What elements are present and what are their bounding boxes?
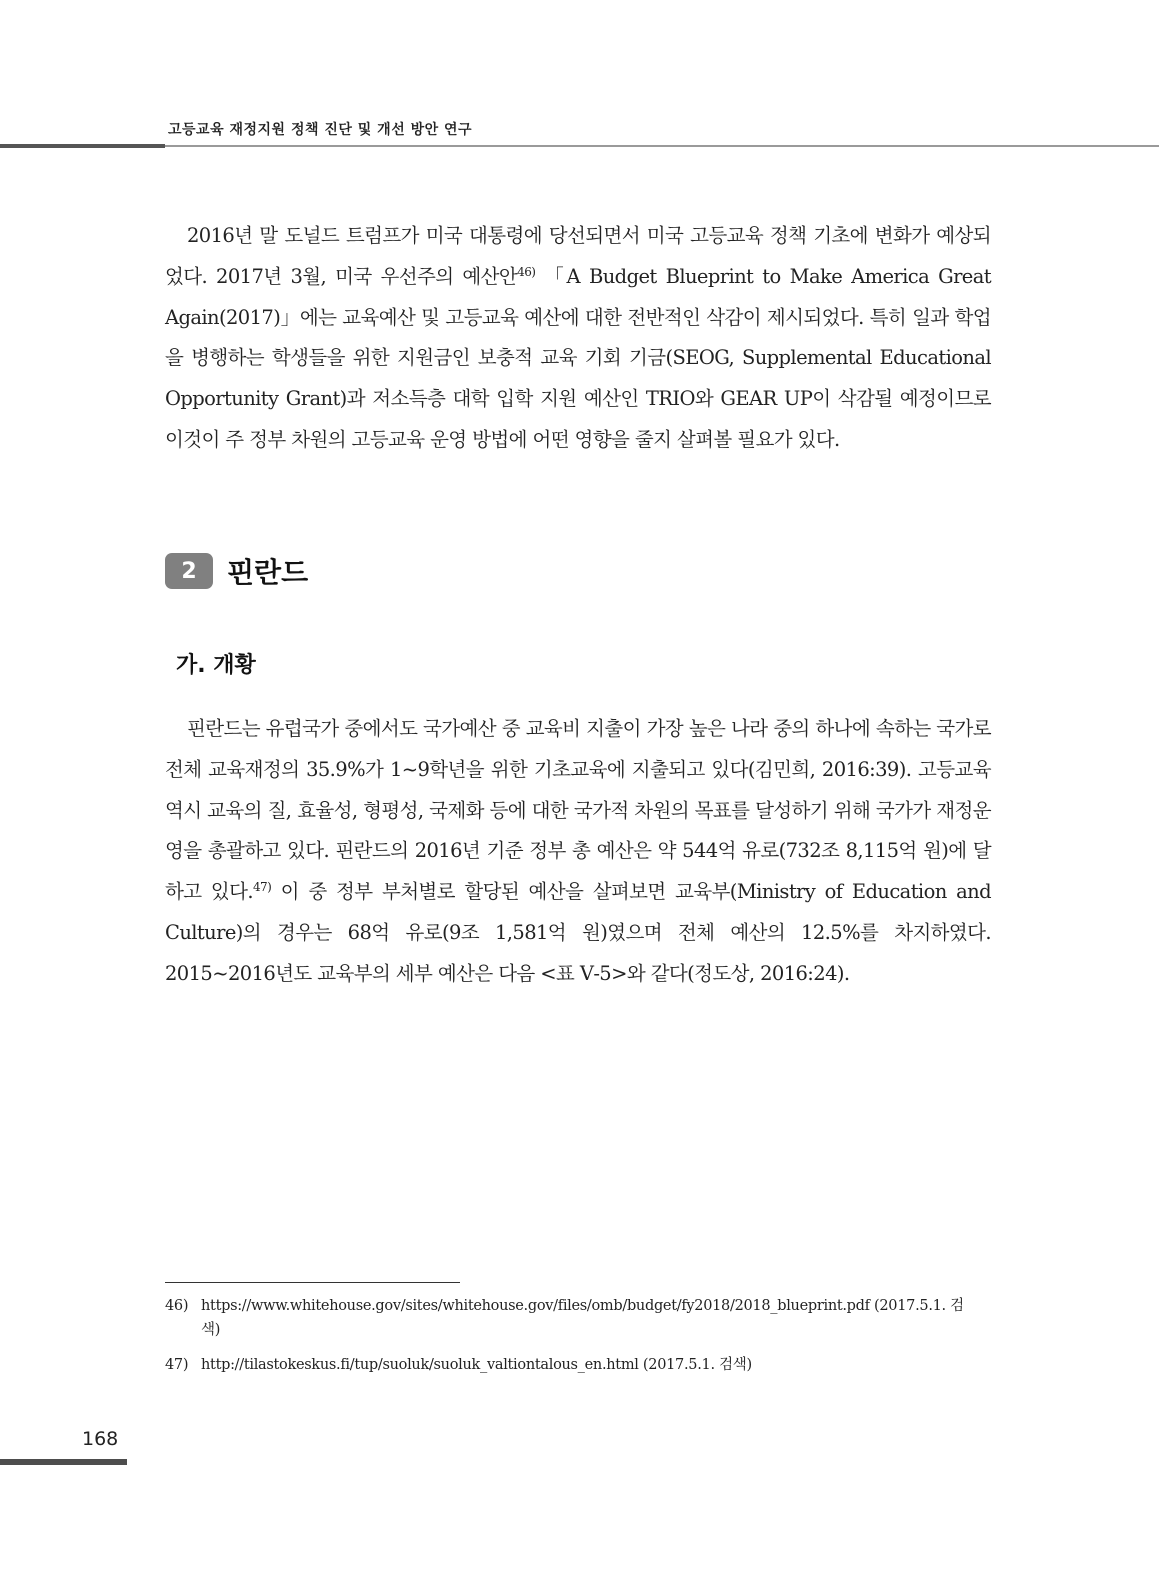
footer-rule: [0, 1459, 127, 1465]
footnote-link[interactable]: https://www.whitehouse.gov/sites/whitehouse.gov/files/omb/budget/fy2018/2018_blueprint.pdf (2017.5.1. 검색): [201, 1298, 964, 1338]
footnote-number: 47): [165, 1357, 189, 1373]
section-title: 핀란드: [227, 556, 309, 589]
header-rule-light: [165, 145, 1159, 147]
paragraph-finland-overview: [165, 709, 991, 995]
header-rule-dark: [0, 144, 165, 148]
footnote-link[interactable]: http://tilastokeskus.fi/tup/suoluk/suoluk_valtiontalous_en.html (2017.5.1. 검색): [201, 1357, 752, 1373]
footnotes: [165, 1294, 965, 1388]
paragraph-us-budget: [165, 216, 991, 461]
footnote-number: 46): [165, 1298, 189, 1314]
footnote-ref-47[interactable]: 47): [253, 880, 272, 895]
footnote-47: [165, 1353, 965, 1377]
section-number-badge: 2: [165, 553, 213, 589]
footnote-separator: [165, 1282, 460, 1283]
paragraph-text: 2016년 말 도널드 트럼프가 미국 대통령에 당선되면서 미국 고등교육 정책 기초에 변화가 예상되었다. 2017년 3월, 미국 우선주의 예산안: [165, 224, 991, 288]
paragraph-text: 핀란드는 유럽국가 중에서도 국가예산 중 교육비 지출이 가장 높은 나라 중의 하나에 속하는 국가로 전체 교육재정의 35.9%가 1~9학년을 위한 기초교육에 지출되고 있다(김민희, 2016:39). 고등교육 역시 교육의 질, 효율성, 형평성, 국제화 등에 대한 국가적 차원의 목표를 달성하기 위해 국가가 재정운영을 총괄하고 있다. 핀란드의 2016년 기준 정부 총 예산은 약 544억 유로(732조 8,115억 원)에 달하고 있다.: [165, 717, 991, 904]
running-header: 고등교육 재정지원 정책 진단 및 개선 방안 연구: [168, 122, 473, 138]
footnote-46: [165, 1294, 965, 1342]
paragraph-text: 「A Budget Blueprint to Make America Great Again(2017)」에는 교육예산 및 고등교육 예산에 대한 전반적인 삭감이 제시되었다. 특히 일과 학업을 병행하는 학생들을 위한 지원금인 보충적 교육 기회 기금(SEOG, Supplemental Educational Opportunity Grant)과 저소득층 대학 입학 지원 예산인 TRIO와 GEAR UP이 삭감될 예정이므로 이것이 주 정부 차원의 고등교육 운영 방법에 어떤 영향을 줄지 살펴볼 필요가 있다.: [165, 264, 992, 451]
subsection-title: 가. 개황: [176, 653, 256, 678]
paragraph-text: 이 중 정부 부처별로 할당된 예산을 살펴보면 교육부(Ministry of Education and Culture)의 경우는 68억 유로(9조 1,581억 원)였으며 전체 예산의 12.5%를 차지하였다. 2015~2016년도 교육부의 세부 예산은 다음 <표 Ⅴ-5>와 같다(정도상, 2016:24).: [165, 880, 991, 985]
footnote-ref-46[interactable]: 46): [517, 264, 536, 279]
page-number: 168: [82, 1428, 119, 1450]
